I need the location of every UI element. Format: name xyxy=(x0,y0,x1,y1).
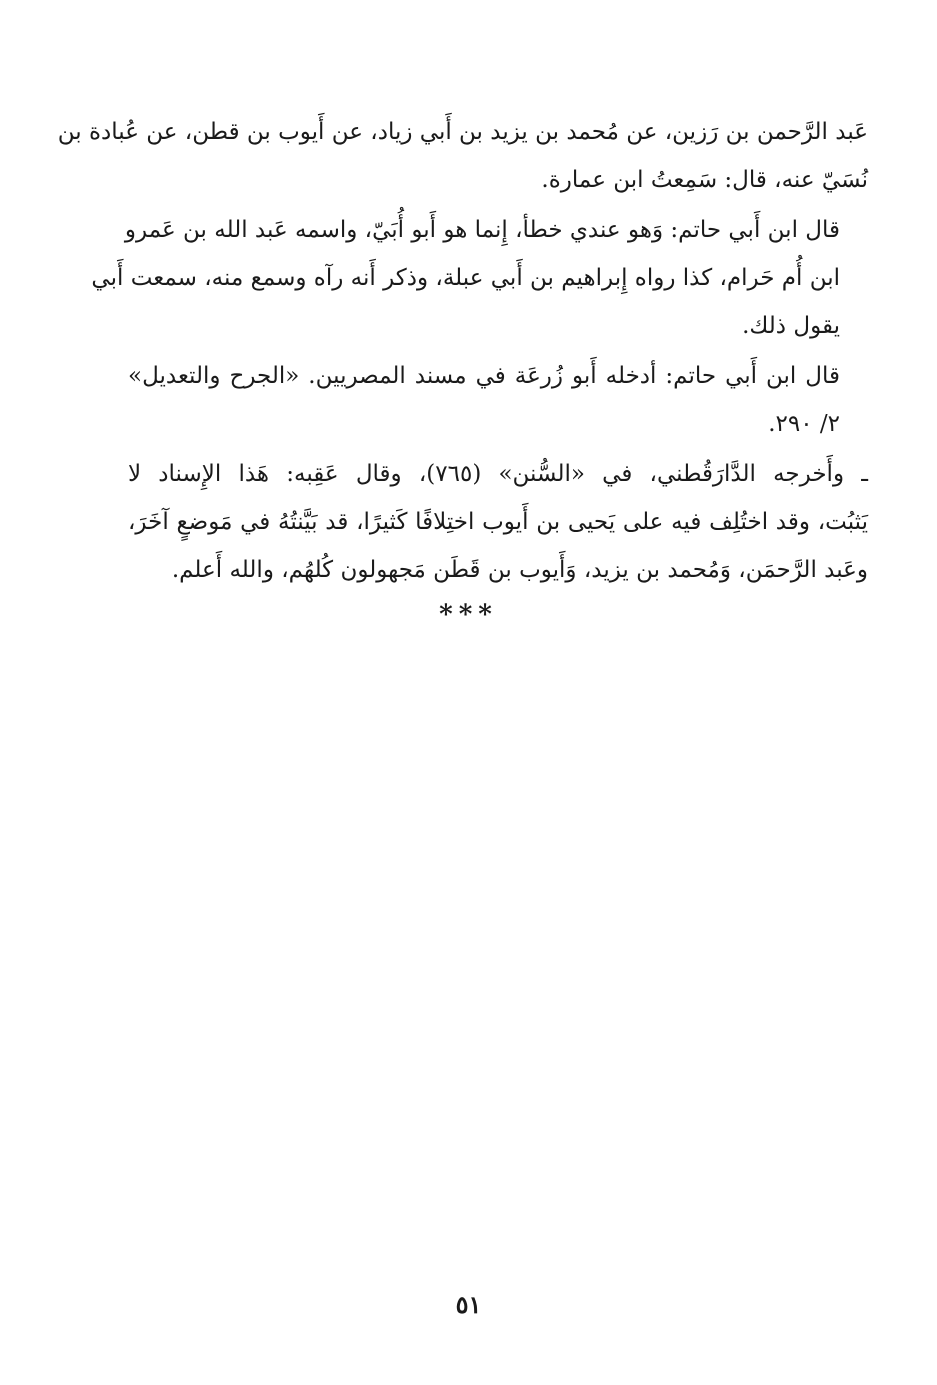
body-text xyxy=(57,108,868,596)
text-line: ـ وأَخرجه الدَّارَقُطني، في «السُّنن» (٧٦٥)، وقال عَقِبه: هَذا الإِسناد لا xyxy=(128,461,868,487)
text-line: نُسَيّ عنه، قال: سَمِعتُ ابن عمارة. xyxy=(541,167,868,193)
text-line: عَبد الرَّحمن بن رَزين، عن مُحمد بن يزيد بن أَبي زياد، عن أَيوب بن قطن، عن عُبادة بن xyxy=(57,119,868,145)
page-number: ٥١ xyxy=(455,1290,482,1319)
text-line: ابن أُم حَرام، كذا رواه إِبراهيم بن أَبي عبلة، وذكر أَنه رآه وسمع منه، سمعت أَبي xyxy=(91,265,840,291)
text-line: يَثبُت، وقد اختُلِف فيه على يَحيى بن أَيوب اختِلافًا كَثيرًا، قد بَيَّنتُهُ في مَوضعٍ آخَرَ، xyxy=(128,509,868,535)
paragraph-isnad xyxy=(57,108,868,204)
text-line: ٢/ ٢٩٠. xyxy=(768,411,840,437)
section-separator: *** xyxy=(439,600,498,630)
paragraph-daraqutni xyxy=(128,450,868,594)
text-line: قال ابن أَبي حاتم: أدخله أَبو زُرعَة في مسند المصريين. «الجرح والتعديل» xyxy=(128,363,840,389)
text-line: يقول ذلك. xyxy=(742,313,840,339)
text-line: قال ابن أَبي حاتم: وَهو عندي خطأ، إِنما هو أَبو أُبَيّ، واسمه عَبد الله بن عَمرو xyxy=(124,217,840,243)
paragraph-jarh-reference xyxy=(128,352,868,448)
paragraph-ibn-abi-hatim-comment xyxy=(91,206,868,350)
text-line: وعَبد الرَّحمَن، وَمُحمد بن يزيد، وَأَيوب بن قَطَن مَجهولون كُلهُم، والله أَعلم. xyxy=(171,557,868,583)
